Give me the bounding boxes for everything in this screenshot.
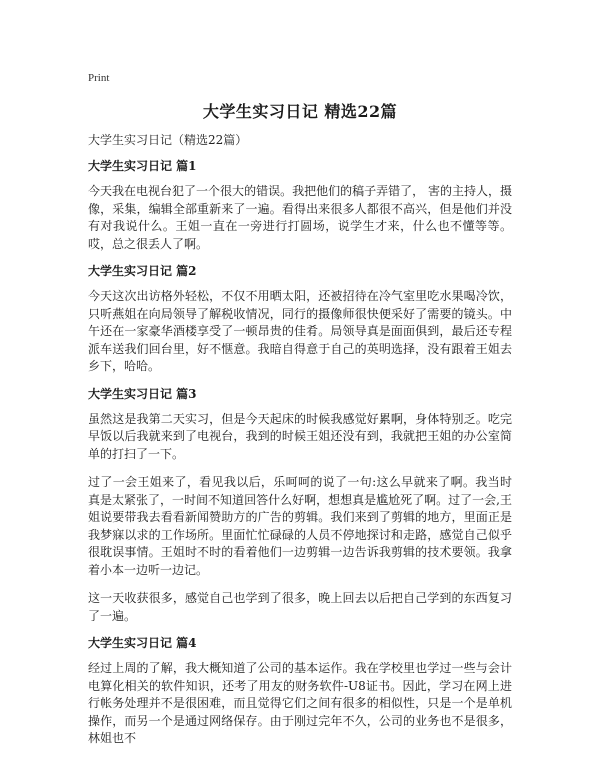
section-heading: 大学生实习日记 篇3	[88, 386, 197, 401]
paragraph: 过了一会王姐来了，看见我以后，乐呵呵的说了一句:这么早就来了啊。我当时真是太紧张了，一时间不知道回答什么好啊，想想真是尴尬死了啊。过了一会,王姐说要带我去看看新闻赞助方的广告的剪辑。我们来到了剪辑的地方，里面正是我梦寐以求的工作场所。里面忙忙碌碌的人员不停地探讨和走路，感觉自己似乎很耽误事情。王姐时不时的看着他们一边剪辑一边告诉我剪辑的技术要领。我拿着小本一边听一边记。	[88, 475, 512, 577]
diary-entry-3	[88, 387, 512, 626]
diary-entry-2	[88, 264, 512, 376]
section-heading: 大学生实习日记 篇2	[88, 264, 197, 278]
paragraph: 今天这次出访格外轻松，不仅不用晒太阳，还被招待在冷气室里吃水果喝冷饮，只听燕姐在向局领导了解税收情况，同行的摄像师很快便采好了需要的镜头。中午还在一家豪华酒楼享受了一顿昂贵的佳肴。局领导真是面面俱到，最后还专程派车送我们回台里，好不惬意。我暗自得意于自己的英明选择，没有跟着王姐去乡下，哈哈。	[88, 289, 512, 373]
document-subtitle: 大学生实习日记（精选22篇）	[88, 133, 248, 147]
paragraph: 这一天收获很多，感觉自己也学到了很多，晚上回去以后把自己学到的东西复习了一遍。	[88, 591, 512, 623]
section-heading: 大学生实习日记 篇1	[88, 159, 197, 173]
section-heading: 大学生实习日记 篇4	[88, 636, 197, 650]
paragraph: 今天我在电视台犯了一个很大的错误。我把他们的稿子弄错了， 害的主持人，摄像，采集，编辑全部重新来了一遍。看得出来很多人都很不高兴，但是他们并没有对我说什么。王姐一直在一旁进行打圆场，说学生才来，什么也不懂等等。哎，总之很丢人了啊。	[88, 184, 512, 251]
paragraph: 虽然这是我第二天实习，但是今天起床的时候我感觉好累啊，身体特别乏。吃完早饭以后我就来到了电视台，我到的时候王姐还没有到，我就把王姐的办公室简单的打扫了一下。	[88, 411, 512, 461]
paragraph: 经过上周的了解，我大概知道了公司的基本运作。我在学校里也学过一些与会计电算化相关的软件知识，还考了用友的财务软件-U8证书。因此，学习在网上进行帐务处理并不是很困难，而且觉得它们之间有很多的相似性，只是一个是单机操作，而另一个是通过网络保存。由于刚过完年不久，公司的业务也不是很多，林姐也不	[88, 661, 512, 745]
diary-entry-4	[88, 636, 512, 748]
print-label: Print	[88, 72, 110, 84]
page-title: 大学生实习日记 精选22篇	[202, 102, 398, 121]
document-body	[88, 159, 512, 759]
diary-entry-1	[88, 159, 512, 253]
